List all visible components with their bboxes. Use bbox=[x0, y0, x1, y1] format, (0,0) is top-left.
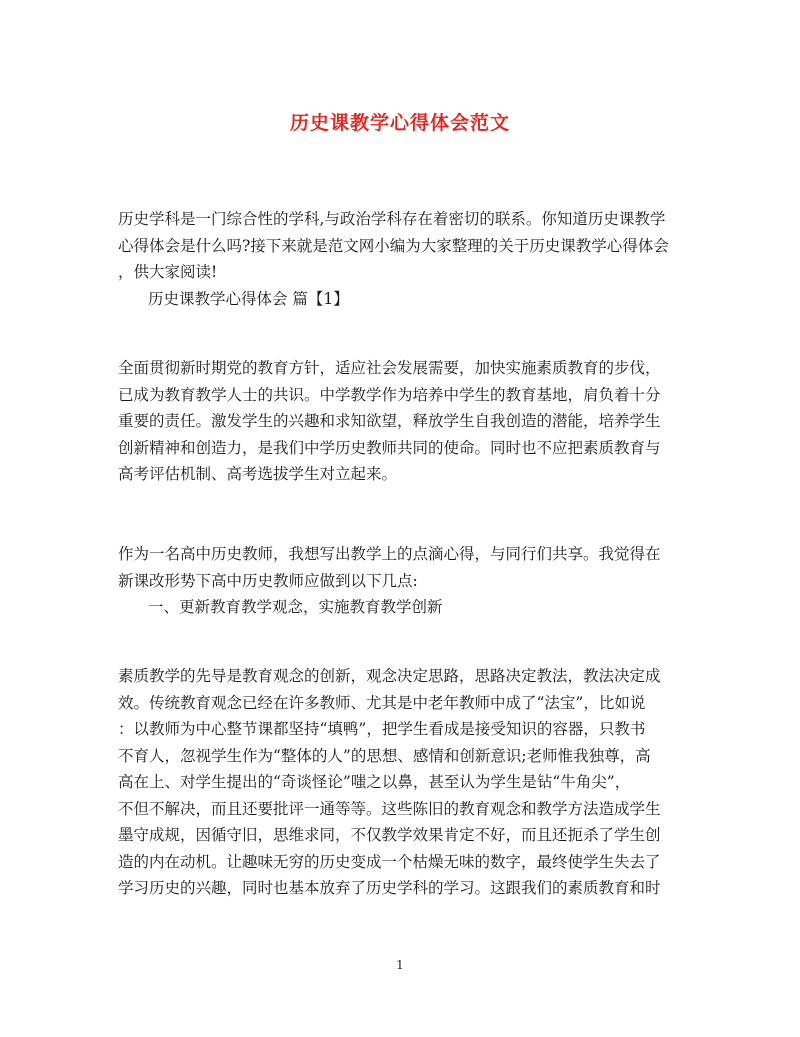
paragraph-3 bbox=[118, 663, 682, 902]
page-number: 1 bbox=[396, 958, 404, 972]
text-line: 墨守成规，因循守旧，思维求同，不仅教学效果肯定不好，而且还扼杀了学生创 bbox=[118, 826, 661, 844]
text-line: 重要的责任。激发学生的兴趣和求知欲望，释放学生自我创造的潜能，培养学生 bbox=[118, 412, 661, 430]
text-line: 创新精神和创造力，是我们中学历史教师共同的使命。同时也不应把素质教育与 bbox=[118, 438, 661, 457]
text-line: 高考评估机制、高考选拔学生对立起来。 bbox=[118, 465, 398, 483]
text-line: ：以教师为中心整节课都坚持“填鸭”，把学生看成是接受知识的容器，只教书 bbox=[118, 720, 646, 738]
document-title: 历史课教学心得体会范文 bbox=[289, 112, 510, 134]
text-line: 历史学科是一门综合性的学科,与政治学科存在着密切的联系。你知道历史课教学 bbox=[118, 210, 666, 228]
text-line: 高在上、对学生提出的“奇谈怪论”嗤之以鼻，甚至认为学生是钻“牛角尖”， bbox=[118, 773, 631, 791]
intro-paragraph bbox=[118, 206, 682, 312]
paragraph-1 bbox=[118, 355, 682, 488]
paragraph-2 bbox=[118, 541, 682, 621]
text-line: 造的内在动机。让趣味无穷的历史变成一个枯燥无味的数字，最终使学生失去了 bbox=[118, 852, 661, 871]
text-line: 心得体会是什么吗?接下来就是范文网小编为大家整理的关于历史课教学心得体会 bbox=[118, 236, 669, 255]
text-line: 新课改形势下高中历史教师应做到以下几点: bbox=[118, 571, 418, 590]
text-line: ，供大家阅读! bbox=[118, 263, 218, 281]
text-line: 不育人，忽视学生作为“整体的人”的思想、感情和创新意识;老师惟我独尊，高 bbox=[118, 746, 651, 765]
text-line: 作为一名高中历史教师，我想写出教学上的点滴心得，与同行们共享。我觉得在 bbox=[118, 545, 661, 563]
point-heading: 一、更新教育教学观念，实施教育教学创新 bbox=[148, 598, 443, 616]
text-line: 学习历史的兴趣，同时也基本放弃了历史学科的学习。这跟我们的素质教育和时 bbox=[118, 879, 661, 897]
text-line: 已成为教育教学人士的共识。中学教学作为培养中学生的教育基地，肩负着十分 bbox=[118, 385, 661, 404]
text-line: 素质教学的先导是教育观念的创新，观念决定思路，思路决定教法，教法决定成 bbox=[118, 667, 661, 685]
text-line: 不但不解决，而且还要批评一通等等。这些陈旧的教育观念和教学方法造成学生 bbox=[118, 799, 661, 818]
text-line: 效。传统教育观念已经在许多教师、尤其是中老年教师中成了“法宝”，比如说 bbox=[118, 693, 646, 712]
section-heading: 历史课教学心得体会 篇【1】 bbox=[148, 289, 349, 308]
text-line: 全面贯彻新时期党的教育方针，适应社会发展需要，加快实施素质教育的步伐， bbox=[118, 359, 661, 377]
